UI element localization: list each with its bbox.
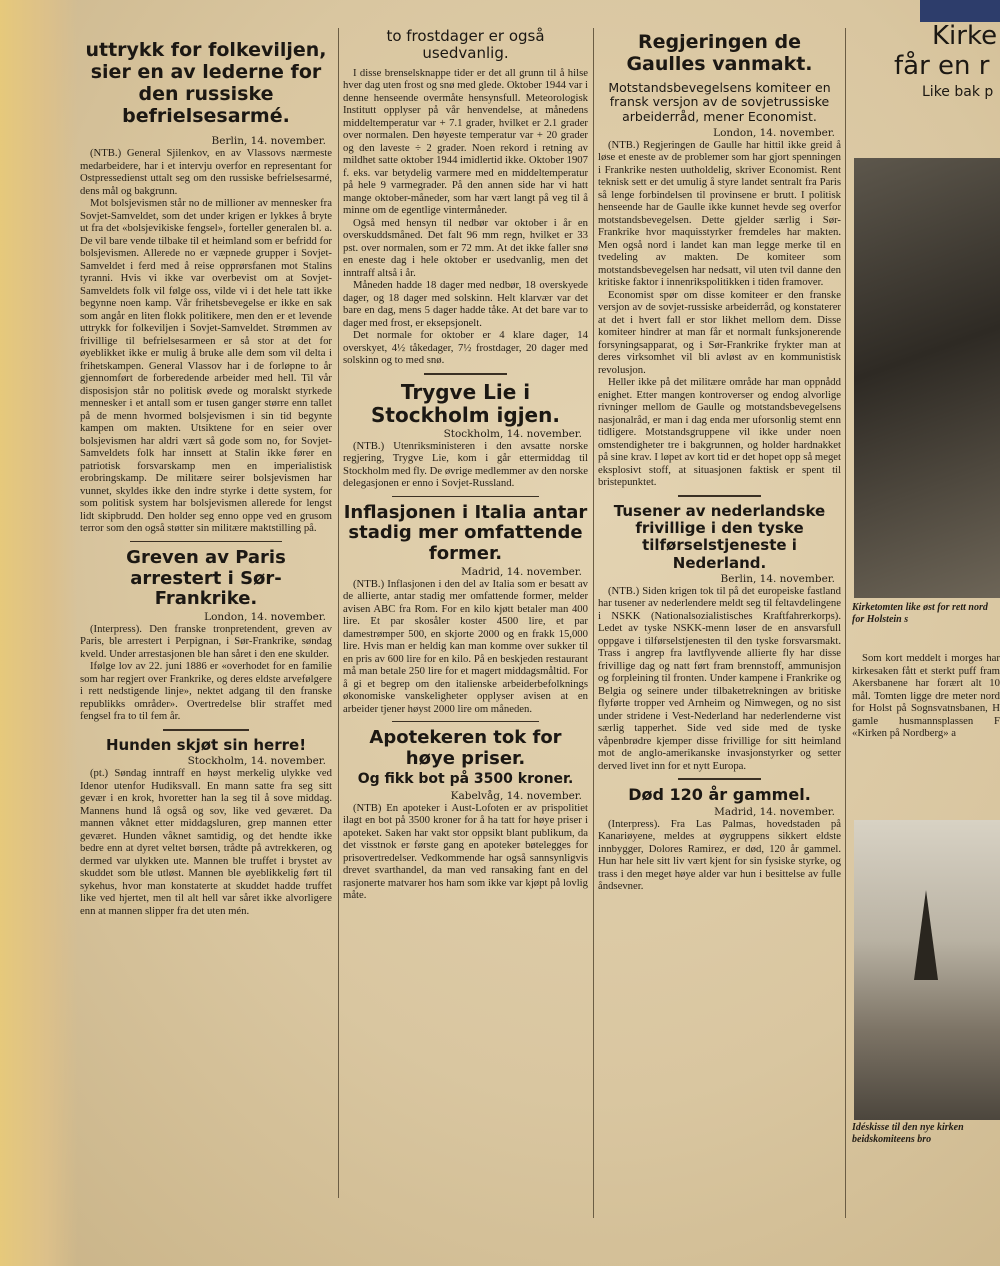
paragraph: (NTB.) General Sjilenkov, en av Vlassovs nærmeste medarbeidere, har i et intervju overfor en representant for Ostpressedienst uttalt seg om den russiske befrielsesarmé, dens mål og bakgrunn. bbox=[80, 147, 332, 197]
article-body bbox=[80, 767, 332, 917]
dateline: Madrid, 14. november. bbox=[461, 565, 582, 578]
paragraph: Economist spør om disse komiteer er den franske versjon av de sovjet-russiske arbeiderråd, og konstaterer at det i hvert fall er stor likhet mellom dem. Disse komiteer hindrer at man får et normalt funksjonerende forsyningsapparat, og i Sør-Frankrike frykter man at deres virksomhet vil bli avløst av en kommunistisk revolusjon. bbox=[598, 288, 841, 376]
photo-church-sketch bbox=[854, 820, 1000, 1120]
paragraph: Også med hensyn til nedbør var oktober i år en overskuddsmåned. Det falt 96 mm regn, hvilket er 33 pst. over normalen, som er 72 mm. At det ikke faller snø en eneste dag i hele oktober er usedvanlig, men det inntraff altså i år. bbox=[343, 216, 588, 279]
paragraph: (NTB.) Siden krigen tok til på det europeiske fastland har tusener av nederlendere meldt seg til feltavdelingene i NSKK (Nationalsozialistisches Kraftfahrerkorps). Ledet av tyske NSKK-menn løser de en ansvarsfull oppgave i tilførselstjenesten til den tyske forsvarsmakt. Trass i angrep fra lavtflyvende allierte fly har disse frivillige dag og natt ført fram brennstoff, ammunisjon og forpleining til fronten. Under kampene i Frankrike og Belgia og seinere under tilbaketrekningen av britiske flyførte tropper ved Arnheim og Nimwegen, og no sist under stridene i Vest-Nederland har nederlenderne vist særlig tapperhet. Side ved side med de tyske våpenbrødre kjemper disse frivillige for sitt heimland mot de anglo-amerikanske invasjonstyrker og setter derved livet inn for et nytt Europa. bbox=[598, 584, 841, 772]
subheadline: Motstandsbevegelsens komiteer en fransk versjon av de sovjetrussiske arbeiderråd, mener Economist. bbox=[608, 79, 831, 125]
paragraph: Heller ikke på det militære område har man oppnådd enighet. Etter mangen kontroverser og endog alvorlige rivninger mellom de Gaulle og motstandsbevegelsens nasjonalråd, er man i dag enda mer uforsonlig stemt enn tidligere. Motstandsgruppene vil ikke under noen omstendigheter tre i bakgrunnen, og holder hardnakket på sine krav. I løpet av kort tid er det hopet opp så meget eksplosivt stoff, at situasjonen faktisk er spent til bristepunktet. bbox=[598, 376, 841, 489]
article-divider bbox=[392, 496, 539, 497]
headline: uttrykk for folkeviljen, sier en av lederne for den russiske befrielsesarmé. bbox=[85, 39, 327, 127]
headline: Inflasjonen i Italia antar stadig mer omfattende former. bbox=[343, 501, 588, 564]
photo-caption: Idéskisse til den nye kirken beidskomiteens bro bbox=[852, 1122, 964, 1145]
headline: Hunden skjøt sin herre! bbox=[105, 735, 307, 754]
article-divider bbox=[163, 729, 249, 731]
paragraph: (NTB.) Inflasjonen i den del av Italia som er besatt av de allierte, antar stadig mer omfattende former, melder avisen ABC fra Rom. For en kilo kjøtt betaler man 400 lire. Et par skosåler koster 4500 lire, et par damestrømper 500, en skjorte 2000 og en frakk 15,000 lire. Hvis man er heldig kan man komme over sukker til en pris av 600 lire for en kilo. På en beskjeden restaurant må man betale 250 lire for et magert middagsmåltid. For å gi et begrep om den italienske arbeiderbefolknings økonomiske vanskeligheter opplyser avisen at en arbeider tjener høyst 2000 lire om måneden. bbox=[343, 577, 588, 715]
photo-church-site bbox=[854, 158, 1000, 598]
article-body bbox=[598, 139, 841, 489]
headline: Trygve Lie i Stockholm igjen. bbox=[371, 379, 560, 427]
headline: Kirke bbox=[932, 21, 998, 51]
article-divider bbox=[130, 541, 281, 542]
headline: Død 120 år gammel. bbox=[628, 785, 811, 805]
article-divider bbox=[678, 495, 761, 497]
article-body bbox=[598, 818, 841, 893]
headline: Apotekeren tok for høye priser. bbox=[369, 727, 562, 769]
article-divider bbox=[678, 778, 761, 780]
dateline: Stockholm, 14. november. bbox=[187, 755, 326, 768]
dateline: London, 14. november. bbox=[204, 610, 326, 623]
article-body bbox=[343, 440, 588, 490]
paragraph: Det normale for oktober er 4 klare dager, 14 overskyet, 4½ tåkedager, 7½ frostdager, 20 dager med solskinn og to med snø. bbox=[343, 329, 588, 366]
paragraph: (NTB.) Utenriksministeren i den avsatte norske regjering, Trygve Lie, kom i går ettermiddag til Stockholm med fly. De øvrige medlemmer av den norske delegasjonen er enno i Sovjet-Russland. bbox=[343, 439, 588, 489]
paragraph: (NTB) En apoteker i Aust-Lofoten er av prispolitiet ilagt en bot på 3500 kroner for å ha tatt for høye priser i apoteket. Saken har vakt stor oppsikt blant publikum, da det visstnok er første gang en apoteker bøtelegges for prisovertredelser. Vedkommende har også sannsynligvis drevet svarthandel, da man ved ransaking fant en del rasjonerte matvarer hos ham som ikke var kjøpt på lovlig måte. bbox=[343, 801, 588, 902]
article-body bbox=[343, 67, 588, 367]
column-3 bbox=[598, 0, 841, 1266]
dateline: London, 14. november. bbox=[713, 126, 835, 139]
church-spire bbox=[914, 890, 938, 980]
dateline: Berlin, 14. november. bbox=[211, 135, 326, 148]
subheadline: Og fikk bot på 3500 kroner. bbox=[357, 771, 574, 788]
article-body bbox=[80, 623, 332, 723]
column-2 bbox=[343, 0, 588, 1266]
article-body bbox=[852, 652, 1000, 740]
paragraph: (Interpress). Fra Las Palmas, hovedstaden på Kanariøyene, meldes at øygruppens sikkert eldste innbygger, Dolores Ramirez, er død, 120 år gammel. Hun har hele sitt liv vært kjent for sin fysiske styrke, og trass i den meget høye alder var hun i besittelse av fulle åndsevner. bbox=[598, 817, 841, 893]
column-rule bbox=[845, 28, 846, 1218]
page-edge bbox=[0, 0, 78, 1266]
dateline: Madrid, 14. november. bbox=[714, 805, 835, 818]
dateline: Stockholm, 14. november. bbox=[443, 427, 582, 440]
article-body bbox=[343, 578, 588, 716]
paragraph: Mot bolsjevismen står no de millioner av mennesker fra Sovjet-Samveldet, som det under krigen er lykkes å bryte ut fra det «bolsjevikiske fengsel», forteller generalen bl. a. De vil bare vende tilbake til et heimland som er befridd for bolsjevismen. Allerede no er væpnede grupper i Sovjet-Samveldet i ferd med å reise opprørsfanen mot Stalins tyranni. Hvis vi ikke var overbevist om at Sovjet-Samveldets folk vil følge oss, vilde vi i det hele tatt ikke begynne noen kamp. Vår frihetsbevegelse er ikke en sak som angår en liten flokk politikere, men den er et levende uttrykk for folkeviljen i Sovjet-Samveldet. Strømmen av frivillige til befrielsesarmeen er så stor at det for øyeblikket ikke er mulig å bruke alle dem som vil delta i frihetskampen. General Vlassov har i de forløpne to år gjennomført de forberedende arbeider med hell. Til vår disposisjon står no politisk øvede og moralskt styrkede mennesker i et antall som er tusen ganger større enn tallet på de menn hvormed bolsjevismen i sin tid begynte kampen om makten. Utsiktene for en seier over bolsjevismen har aldri vært så gode som no, for Sovjet-Samveldets folk har innsett at Stalin ikke fører en patriotisk forsvarskamp men en imperialistisk erobringskamp. De militære seirer bolsjevismen har vunnet, skyldes ikke den indre styrke i dette system, for som politisk system har bolsjevismen allerede for lengst lidt skipbrudd. Den holder seg enno oppe ved en grusom terror som den også støtter sin militære maktstilling på. bbox=[80, 197, 332, 535]
column-rule bbox=[338, 28, 339, 1198]
subheadline: Like bak p bbox=[922, 83, 994, 100]
headline-continued: to frostdager er også usedvanlig. bbox=[386, 27, 545, 63]
paragraph: (NTB.) Regjeringen de Gaulle har hittil ikke greid å løse et eneste av de problemer som har gjort spenningen i Frankrike nesten uutholdelig, skriver Economist. Rent teknisk sett er det umulig å styre landet sentralt fra Paris så lenge forbindelsen til provinsene er brutt. I politisk henseende har de Gaulle ikke kunnet hevde seg overfor motstandsbevegelsen. Dette gjelder særlig i Sør-Frankrike hvor maquisstyrker fremdeles har makten. Men også nord i landet kan man legge merke til en tvedeling av makten. De komiteer som motstandsbevegelsen har nedsatt, vil uten tvil danne den kritiske faktor i innenrikspolitikken i tiden framover. bbox=[598, 138, 841, 289]
paragraph: Ifølge lov av 22. juni 1886 er «overhodet for en familie som har regjert over Frankrike, og deres eldste arvefølgere i rett nedstigende linje», nektet adgang til den franske republikks områder». Overtredelse blir straffet med fengsel fra to til fem år. bbox=[80, 660, 332, 723]
paragraph: (pt.) Søndag inntraff en høyst merkelig ulykke ved Idenor utenfor Hudiksvall. En mann satte fra seg sitt gevær i en krok, hvoretter han la seg til å sove middag. Mannens hund lå også og sov, like ved geværet. Da mannen våknet etter middagsluren, grep mannen etter geværet. Hunden våknet samtidig, og det hendte ikke bedre enn at dyret veltet børsen, trådte på avtrekkeren, og dermed var ulykken ute. Mannen ble truffet i brystet av skuddet som ble utløst. Mannen ble øyeblikkelig ført til sykehus, hvor man konstaterte at skuddet hadde truffet like ved hjertet, men til alt hell var såret ikke alvorligere enn at mannen slipper fra det uten mén. bbox=[80, 767, 332, 917]
dateline: Berlin, 14. november. bbox=[720, 572, 835, 585]
column-1 bbox=[80, 0, 332, 1266]
article-divider bbox=[392, 721, 539, 722]
article-body bbox=[80, 147, 332, 535]
headline: Greven av Paris arrestert i Sør-Frankrike. bbox=[126, 546, 286, 610]
article-body bbox=[343, 802, 588, 902]
headline: Tusener av nederlandske frivillige i den tyske tilførselstjeneste i Nederland. bbox=[613, 501, 826, 572]
paragraph: I disse brenselsknappe tider er det all grunn til å hilse hver dag uten frost og snø med glede. Oktober 1944 var i denne henseende overmåte hensynsfull. Meteorologisk Institutt opplyser på vår henvendelse, at månedens middeltemperatur var + 7.1 grader, hvilket er 2.1 grader over normalen. Den høyeste temperatur var + 20 grader og den laveste ÷ 2 grader. Noen rekord i retning av mildhet satte oktober 1944 imidlertid ikke. Oktober 1907 f. eks. var betydelig varmere med en middeltemperatur på hele 9 varmegrader. På den annen side har vi hatt mange oktober-måneder, som har vært langt på veg til å minne om de egentlige vintermåneder. bbox=[343, 66, 588, 216]
article-body bbox=[598, 585, 841, 773]
headline: Regjeringen de Gaulles vanmakt. bbox=[626, 31, 813, 75]
article-divider bbox=[424, 373, 507, 375]
dateline: Kabelvåg, 14. november. bbox=[450, 789, 582, 802]
photo-caption: Kirketomten like øst for rett nord for Holstein s bbox=[852, 602, 988, 625]
paragraph: Måneden hadde 18 dager med nedbør, 18 overskyede dager, og 18 dager med solskinn. Helt klarvær var det bare en dag, mens 5 dager hadde tåke. At det bare var to dager med frost, er eksepsjonelt. bbox=[343, 279, 588, 329]
paragraph: (Interpress). Den franske tronpretendent, greven av Paris, ble arrestert i Perpignan, i Sør-Frankrike, søndag kveld. Under arrestasjonen ble han såret i den ene skulder. bbox=[80, 622, 332, 660]
paragraph: Som kort meddelt i morges har kirkesaken fått et sterkt puff fram Akersbanene har forært alt 10 mål. Tomten ligge dre meter nord for Holst på Sognsvatnsbanen, H gamle husmannsplassen F «Kirken på Nordberg» a bbox=[852, 652, 1000, 739]
column-rule bbox=[593, 28, 594, 1218]
headline: får en r bbox=[894, 50, 990, 81]
